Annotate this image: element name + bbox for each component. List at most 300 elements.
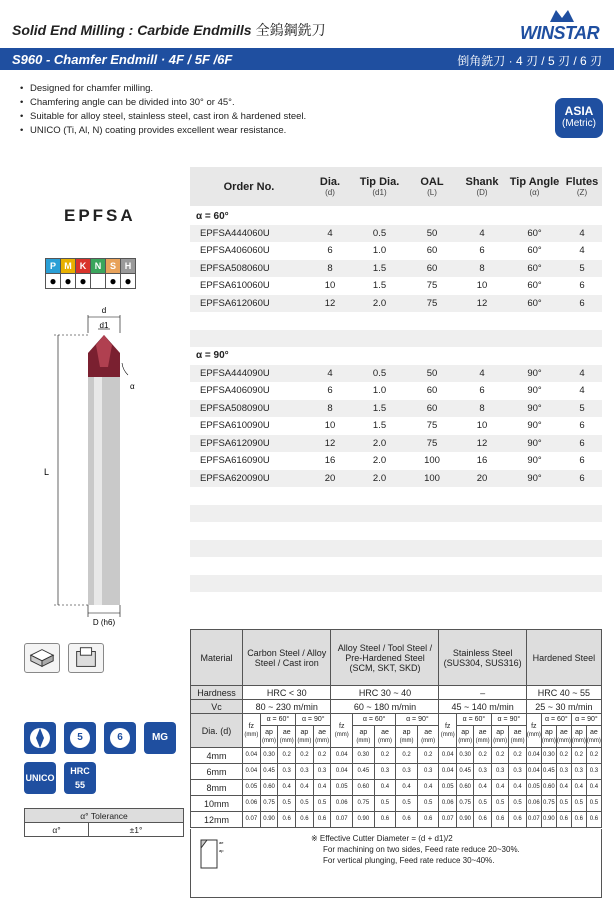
condition-value: 0.60: [353, 780, 375, 796]
condition-value: 0.6: [586, 812, 601, 828]
spec-header-label: OAL: [420, 176, 444, 188]
condition-value: 0.4: [313, 780, 331, 796]
spec-cell: 5: [562, 400, 602, 418]
condition-value: 0.4: [509, 780, 526, 796]
spec-cell: 10: [308, 417, 352, 435]
material-label-s: S: [106, 259, 121, 274]
condition-value: 0.3: [491, 764, 508, 780]
condition-value: 0.3: [571, 764, 586, 780]
spec-cell: 60: [407, 400, 457, 418]
spec-cell: 16: [457, 452, 507, 470]
ae-header: [313, 726, 331, 748]
spec-header-cell: [352, 167, 407, 207]
dia-value: 12mm: [191, 812, 243, 828]
empty-cell: [190, 487, 308, 505]
spec-cell: 20: [308, 470, 352, 488]
condition-value: 0.05: [331, 780, 353, 796]
spec-cell: 60°: [507, 277, 562, 295]
order-no-cell: EPFSA406060U: [190, 242, 308, 260]
ae-header: [586, 726, 601, 748]
condition-value: 0.06: [331, 796, 353, 812]
page-title: [12, 20, 326, 40]
condition-value: 0.90: [541, 812, 556, 828]
alpha90-header: α = 90°: [296, 714, 331, 726]
spec-cell: 1.5: [352, 400, 407, 418]
spec-cell: 2.0: [352, 452, 407, 470]
condition-value: 0.3: [417, 764, 439, 780]
vc-value: 80 ~ 230 m/min: [243, 700, 331, 714]
spec-cell: 16: [308, 452, 352, 470]
empty-cell: [407, 575, 457, 593]
shank: [88, 377, 120, 605]
table-row: [190, 505, 602, 523]
empty-cell: [562, 540, 602, 558]
condition-value: 0.2: [417, 748, 439, 764]
condition-value: 0.3: [509, 764, 526, 780]
spec-cell: 5: [562, 260, 602, 278]
unico-coating-icon: UNICO: [24, 762, 56, 794]
spec-cell: 4: [457, 365, 507, 383]
condition-value: 0.05: [439, 780, 456, 796]
spec-cell: 90°: [507, 365, 562, 383]
empty-cell: [507, 487, 562, 505]
spec-cell: 90°: [507, 417, 562, 435]
table-row: [190, 260, 602, 278]
empty-cell: [352, 575, 407, 593]
condition-value: 0.2: [556, 748, 571, 764]
condition-value: 0.4: [571, 780, 586, 796]
spec-cell: 75: [407, 417, 457, 435]
condition-value: 0.4: [278, 780, 296, 796]
cutting-conditions-table: [190, 629, 602, 828]
material-label: Material: [191, 630, 243, 686]
table-row: [190, 435, 602, 453]
mm-label: (mm): [377, 737, 392, 744]
spec-cell: 6: [562, 452, 602, 470]
empty-cell: [507, 505, 562, 523]
condition-value: 0.4: [474, 780, 491, 796]
ae-header: [278, 726, 296, 748]
banner-title-cjk: 倒角銑刀 · 4 刃 / 5 刃 / 6 刃: [457, 54, 602, 68]
empty-cell: [190, 505, 308, 523]
spec-cell: 6: [562, 277, 602, 295]
empty-cell: [407, 505, 457, 523]
empty-cell: [308, 575, 352, 593]
table-row: [190, 400, 602, 418]
brand-logo: [520, 10, 604, 44]
table-row: [190, 452, 602, 470]
fz-header: [439, 714, 456, 748]
spec-cell: 2.0: [352, 470, 407, 488]
condition-value: 0.04: [331, 764, 353, 780]
empty-cell: [507, 575, 562, 593]
spec-table: [190, 167, 602, 610]
empty-cell: [407, 522, 457, 540]
empty-cell: [352, 592, 407, 610]
spec-cell: 1.5: [352, 417, 407, 435]
condition-value: 0.60: [456, 780, 473, 796]
spec-cell: 75: [407, 435, 457, 453]
condition-value: 0.3: [278, 764, 296, 780]
empty-cell: [562, 487, 602, 505]
badge-line1: ASIA: [564, 104, 594, 118]
fz-label: fz: [248, 722, 255, 730]
condition-value: 0.04: [439, 748, 456, 764]
mm-label: (mm): [262, 737, 277, 744]
empty-cell: [352, 312, 407, 330]
condition-value: 0.05: [243, 780, 261, 796]
order-no-cell: EPFSA508090U: [190, 400, 308, 418]
mm-label: (mm): [356, 737, 371, 744]
spec-cell: 10: [457, 277, 507, 295]
title-cjk: 全鎢鋼銑刀: [255, 22, 326, 38]
condition-value: 0.6: [491, 812, 508, 828]
condition-value: 0.04: [331, 748, 353, 764]
param-label: ap: [402, 728, 411, 736]
empty-cell: [562, 575, 602, 593]
empty-cell: [457, 575, 507, 593]
condition-value: 0.5: [417, 796, 439, 812]
material-mark-s: ●: [106, 274, 121, 289]
condition-value: 0.4: [396, 780, 418, 796]
condition-value: 0.2: [396, 748, 418, 764]
table-row: [191, 796, 602, 812]
hardness-value: –: [439, 686, 526, 700]
condition-value: 0.07: [526, 812, 541, 828]
empty-cell: [308, 312, 352, 330]
spec-cell: 75: [407, 277, 457, 295]
chamfer-milling-icon: [68, 643, 104, 673]
ae-header: [417, 726, 439, 748]
empty-cell: [457, 522, 507, 540]
spec-header-label: Dia.: [319, 176, 341, 188]
table-row: [190, 382, 602, 400]
spec-cell: 1.5: [352, 260, 407, 278]
param-label: ap: [574, 728, 583, 736]
alpha90-header: α = 90°: [491, 714, 526, 726]
condition-value: 0.60: [541, 780, 556, 796]
spec-header-label: Tip Angle: [509, 176, 560, 188]
spec-cell: 50: [407, 225, 457, 243]
alpha60-header: α = 60°: [260, 714, 295, 726]
title-text: Solid End Milling : Carbide Endmills: [12, 22, 252, 38]
table-row: [190, 575, 602, 593]
feature-item: • UNICO (Ti, Al, N) coating provides excellent wear resistance.: [20, 124, 540, 138]
condition-value: 0.6: [396, 812, 418, 828]
condition-value: 0.90: [456, 812, 473, 828]
spec-header-sub: (d1): [372, 188, 387, 197]
condition-value: 0.07: [243, 812, 261, 828]
spec-cell: 4: [308, 365, 352, 383]
ap-header: [456, 726, 473, 748]
tolerance-title: α° Tolerance: [25, 809, 184, 823]
spec-cell: 60°: [507, 295, 562, 313]
notes-box: [190, 829, 602, 898]
dim-alpha-label: α: [130, 382, 135, 391]
empty-cell: [507, 312, 562, 330]
material-label-p: P: [46, 259, 61, 274]
note-line: ※ Effective Cutter Diameter = (d + d1)/2: [311, 834, 453, 843]
table-row: [190, 277, 602, 295]
dia-label: Dia. (d): [191, 714, 243, 748]
spec-cell: 90°: [507, 470, 562, 488]
note-ae-label: ae: [219, 840, 224, 845]
dia-value: 8mm: [191, 780, 243, 796]
condition-value: 0.45: [353, 764, 375, 780]
spec-group-heading: α = 90°: [190, 347, 602, 365]
alpha60-header: α = 60°: [541, 714, 571, 726]
mm-label: (mm): [244, 731, 259, 738]
spec-cell: 4: [457, 225, 507, 243]
spec-cell: 0.5: [352, 365, 407, 383]
mm-label: (mm): [458, 737, 473, 744]
mm-label: (mm): [571, 737, 586, 744]
condition-value: 0.4: [491, 780, 508, 796]
param-label: ae: [513, 728, 522, 736]
condition-value: 0.30: [353, 748, 375, 764]
spec-cell: 20: [457, 470, 507, 488]
empty-cell: [407, 592, 457, 610]
condition-value: 0.2: [374, 748, 396, 764]
shank-highlight: [94, 377, 102, 605]
table-row: [191, 780, 602, 796]
condition-value: 0.5: [509, 796, 526, 812]
series-banner: [0, 48, 614, 70]
empty-cell: [352, 522, 407, 540]
empty-cell: [507, 557, 562, 575]
spec-header-cell: [457, 167, 507, 207]
condition-value: 0.3: [396, 764, 418, 780]
material-name: Hardened Steel: [526, 630, 601, 686]
material-label-h: H: [121, 259, 136, 274]
empty-cell: [562, 330, 602, 348]
tolerance-value: ±1°: [89, 823, 184, 837]
spec-cell: 12: [457, 295, 507, 313]
dim-d1-label: d1: [99, 321, 109, 330]
tolerance-key: α°: [25, 823, 89, 837]
ap-header: [396, 726, 418, 748]
spec-header-label: Shank: [465, 176, 499, 188]
condition-value: 0.3: [374, 764, 396, 780]
alpha60-header: α = 60°: [456, 714, 491, 726]
empty-cell: [308, 522, 352, 540]
dim-D-label: D (h6): [92, 618, 116, 627]
param-label: ap: [461, 728, 470, 736]
six-flute-icon: [104, 722, 136, 754]
table-row: [190, 487, 602, 505]
empty-cell: [407, 557, 457, 575]
fz-label: fz: [444, 722, 451, 730]
order-no-cell: EPFSA612090U: [190, 435, 308, 453]
empty-cell: [457, 505, 507, 523]
material-label-n: N: [91, 259, 106, 274]
four-flute-icon: [24, 722, 56, 754]
table-row: [190, 365, 602, 383]
condition-value: 0.75: [456, 796, 473, 812]
mm-label: (mm): [526, 731, 541, 738]
spec-cell: 6: [562, 417, 602, 435]
condition-value: 0.5: [474, 796, 491, 812]
condition-value: 0.4: [556, 780, 571, 796]
mm-label: (mm): [297, 737, 312, 744]
condition-value: 0.6: [278, 812, 296, 828]
table-row: [191, 764, 602, 780]
fz-header: [243, 714, 261, 748]
ae-header: [509, 726, 526, 748]
fz-header: [526, 714, 541, 748]
condition-value: 0.4: [374, 780, 396, 796]
table-row: [190, 417, 602, 435]
banner-title: S960 - Chamfer Endmill · 4F / 5F /6F: [12, 52, 233, 67]
note-line: For vertical plunging, Feed rate reduce 30~40%.: [323, 856, 495, 865]
note-line: For machining on two sides, Feed rate reduce 20~30%.: [323, 845, 520, 854]
empty-cell: [308, 592, 352, 610]
param-label: ae: [282, 728, 291, 736]
param-label: ap: [300, 728, 309, 736]
empty-cell: [308, 330, 352, 348]
vc-value: 45 ~ 140 m/min: [439, 700, 526, 714]
material-name: Alloy Steel / Tool Steel / Pre-Hardened Steel (SCM, SKT, SKD): [331, 630, 439, 686]
empty-cell: [562, 522, 602, 540]
empty-cell: [190, 330, 308, 348]
empty-cell: [190, 312, 308, 330]
five-flute-icon: [64, 722, 96, 754]
empty-cell: [562, 312, 602, 330]
condition-value: 0.07: [331, 812, 353, 828]
material-mark-h: ●: [121, 274, 136, 289]
condition-value: 0.2: [313, 748, 331, 764]
spec-cell: 10: [308, 277, 352, 295]
condition-value: 0.04: [439, 764, 456, 780]
condition-value: 0.90: [260, 812, 278, 828]
table-row: [190, 522, 602, 540]
spec-cell: 1.5: [352, 277, 407, 295]
empty-cell: [308, 540, 352, 558]
order-no-cell: EPFSA444090U: [190, 365, 308, 383]
mm-label: (mm): [315, 737, 330, 744]
spec-cell: 10: [457, 417, 507, 435]
mm-label: (mm): [510, 737, 525, 744]
spec-header-label: Flutes: [565, 176, 599, 188]
vc-value: 60 ~ 180 m/min: [331, 700, 439, 714]
table-row: [190, 592, 602, 610]
spec-cell: 6: [457, 242, 507, 260]
empty-cell: [407, 487, 457, 505]
dia-value: 6mm: [191, 764, 243, 780]
empty-cell: [457, 330, 507, 348]
empty-cell: [562, 557, 602, 575]
dia-value: 10mm: [191, 796, 243, 812]
table-row: [191, 748, 602, 764]
mm-label: (mm): [334, 731, 349, 738]
condition-value: 0.04: [526, 764, 541, 780]
ae-header: [374, 726, 396, 748]
empty-cell: [190, 575, 308, 593]
condition-value: 0.5: [586, 796, 601, 812]
empty-cell: [507, 592, 562, 610]
condition-value: 0.3: [313, 764, 331, 780]
table-row: [190, 470, 602, 488]
vc-label: Vc: [191, 700, 243, 714]
ap-header: [353, 726, 375, 748]
spec-cell: 4: [308, 225, 352, 243]
condition-value: 0.4: [586, 780, 601, 796]
table-row: [190, 312, 602, 330]
param-label: ae: [559, 728, 568, 736]
condition-value: 0.75: [260, 796, 278, 812]
fz-label: fz: [531, 722, 537, 730]
empty-cell: [507, 330, 562, 348]
spec-header-label: Order No.: [223, 180, 275, 193]
table-row: [191, 812, 602, 828]
condition-value: 0.3: [474, 764, 491, 780]
condition-value: 0.04: [526, 748, 541, 764]
condition-value: 0.3: [586, 764, 601, 780]
spec-cell: 60: [407, 242, 457, 260]
condition-value: 0.75: [541, 796, 556, 812]
dim-L-label: L: [44, 467, 50, 477]
empty-cell: [457, 312, 507, 330]
order-no-cell: EPFSA610090U: [190, 417, 308, 435]
condition-value: 0.5: [491, 796, 508, 812]
mm-label: (mm): [279, 737, 294, 744]
tool-drawing: [30, 305, 180, 630]
condition-value: 0.05: [526, 780, 541, 796]
mm-label: (mm): [586, 737, 601, 744]
spec-cell: 6: [562, 295, 602, 313]
param-label: ae: [381, 728, 389, 736]
material-label-k: K: [76, 259, 91, 274]
param-label: ae: [478, 728, 487, 736]
material-grid: [45, 258, 136, 289]
condition-value: 0.2: [278, 748, 296, 764]
hardness-value: HRC 40 ~ 55: [526, 686, 601, 700]
order-no-cell: EPFSA620090U: [190, 470, 308, 488]
condition-value: 0.6: [474, 812, 491, 828]
hardness-label: Hardness: [191, 686, 243, 700]
param-label: ap: [265, 728, 273, 736]
spec-cell: 8: [308, 400, 352, 418]
condition-value: 0.6: [313, 812, 331, 828]
condition-value: 0.45: [456, 764, 473, 780]
spec-cell: 90°: [507, 382, 562, 400]
condition-value: 0.5: [296, 796, 314, 812]
empty-cell: [352, 487, 407, 505]
ap-header: [571, 726, 586, 748]
condition-value: 0.6: [296, 812, 314, 828]
feature-item: • Designed for chamfer milling.: [20, 82, 540, 96]
spec-header-cell: [507, 167, 562, 207]
condition-value: 0.90: [353, 812, 375, 828]
alpha90-header: α = 90°: [396, 714, 439, 726]
condition-value: 0.07: [439, 812, 456, 828]
condition-value: 0.5: [313, 796, 331, 812]
table-row: [190, 242, 602, 260]
empty-cell: [308, 557, 352, 575]
empty-cell: [352, 540, 407, 558]
spec-cell: 1.0: [352, 242, 407, 260]
material-name: Carbon Steel / Alloy Steel / Cast iron: [243, 630, 331, 686]
material-mark-n: [91, 274, 106, 289]
order-no-cell: EPFSA616090U: [190, 452, 308, 470]
spec-header-label: Tip Dia.: [359, 176, 400, 188]
empty-cell: [507, 522, 562, 540]
spec-group-heading: α = 60°: [190, 207, 602, 225]
spec-cell: 8: [308, 260, 352, 278]
empty-cell: [457, 540, 507, 558]
fz-label: fz: [339, 722, 345, 730]
empty-cell: [190, 522, 308, 540]
